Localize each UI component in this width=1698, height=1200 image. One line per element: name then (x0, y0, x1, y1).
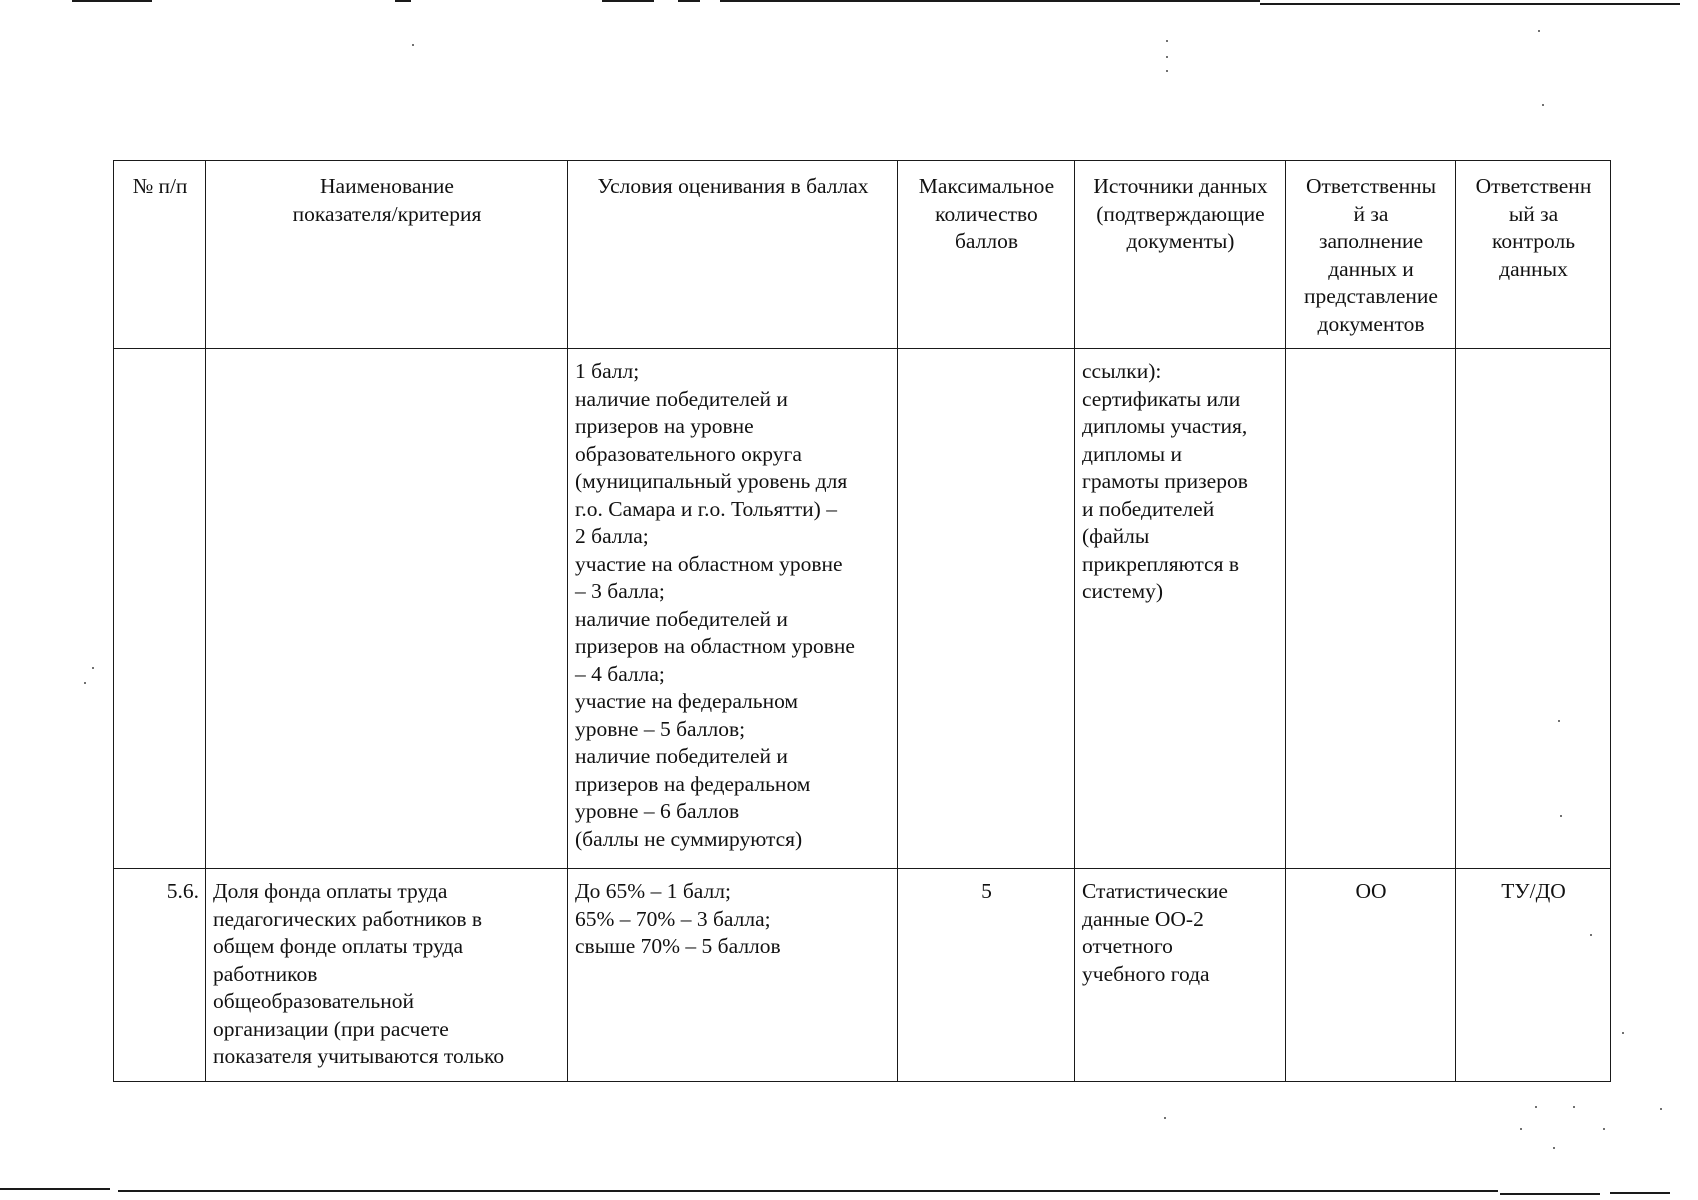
text-line: грамоты призеров (1082, 469, 1248, 493)
header-sources (1075, 161, 1286, 349)
text-line: дипломы и (1082, 441, 1182, 466)
cell-sources (1075, 869, 1286, 1082)
header-line: (подтверждающие (1096, 201, 1265, 226)
header-responsible-control (1456, 161, 1611, 349)
text-line: дипломы участия, (1082, 414, 1248, 438)
header-line: й за (1353, 201, 1389, 226)
cell-number: 5.6. (114, 869, 206, 1082)
scan-edge-top-5 (720, 0, 1260, 2)
text-line: учебного года (1082, 961, 1210, 986)
cell-max-points (898, 349, 1075, 869)
text-line: призеров на федеральном (575, 771, 811, 796)
text-line: работников (213, 961, 318, 986)
header-responsible-fill (1286, 161, 1456, 349)
text-line: свыше 70% – 5 баллов (575, 934, 781, 958)
scan-speck (1538, 30, 1540, 32)
text-line: наличие победителей и (575, 744, 788, 768)
header-line: данных (1499, 256, 1568, 281)
scan-speck (84, 682, 86, 684)
scan-edge-top-2 (395, 0, 411, 2)
text-line: педагогических работников в (213, 906, 483, 931)
cell-sources (1075, 349, 1286, 869)
cell-number (114, 349, 206, 869)
header-line: контроль (1491, 229, 1576, 253)
scan-edge-top-3 (602, 0, 654, 2)
text-line: наличие победителей и (575, 386, 788, 411)
cell-conditions (568, 869, 898, 1082)
text-line: общем фонде оплаты труда (213, 934, 464, 958)
header-row (114, 161, 1611, 349)
scan-edge-top-1 (72, 0, 152, 2)
scan-speck (1542, 104, 1544, 106)
scan-speck (1164, 1117, 1166, 1119)
header-line: ый за (1508, 201, 1559, 226)
cell-responsible-control (1456, 349, 1611, 869)
text-line: наличие победителей и (575, 606, 788, 631)
header-max-points (898, 161, 1075, 349)
header-line: Условия оценивания в баллах (597, 174, 869, 198)
cell-responsible-control: ТУ/ДО (1456, 869, 1611, 1082)
text-line: показателя учитываются только (213, 1044, 505, 1068)
header-number (114, 161, 206, 349)
text-line: (файлы (1082, 524, 1150, 548)
text-line: (баллы не суммируются) (575, 826, 803, 851)
table-row-continuation (114, 349, 1611, 869)
header-line: количество (935, 201, 1038, 226)
header-number-label: № п/п (132, 174, 188, 198)
text-line: 1 балл; (575, 359, 640, 383)
header-line: баллов (954, 229, 1019, 253)
header-line: заполнение (1318, 229, 1424, 253)
scan-speck (1520, 1128, 1522, 1130)
scan-speck (1553, 1147, 1555, 1149)
cell-name (206, 869, 568, 1082)
text-line: данные ОО-2 (1082, 906, 1204, 931)
scan-edge-top-6 (1260, 3, 1680, 5)
text-line: – 3 балла; (575, 579, 665, 603)
criteria-table (113, 160, 1611, 1082)
text-line: Статистические (1082, 879, 1228, 903)
scan-edge-bottom-1 (0, 1188, 110, 1190)
text-line: 65% – 70% – 3 балла; (575, 906, 771, 931)
header-line: Ответственн (1475, 174, 1592, 198)
text-line: организации (при расчете (213, 1016, 449, 1041)
text-line: До 65% – 1 балл; (575, 879, 731, 903)
header-line: представление (1304, 284, 1438, 308)
text-line: общеобразовательной (213, 989, 414, 1013)
text-line: отчетного (1082, 934, 1173, 958)
scan-speck (1166, 40, 1168, 42)
scan-speck (412, 44, 414, 46)
text-line: уровне – 5 баллов; (575, 716, 746, 741)
text-line: г.о. Самара и г.о. Тольятти) – (575, 496, 837, 521)
scan-edge-top-4 (678, 0, 700, 2)
text-line: ссылки): (1082, 359, 1162, 383)
text-line: призеров на областном уровне (575, 634, 855, 658)
text-line: – 4 балла; (575, 661, 665, 686)
scan-edge-bottom-4 (1610, 1192, 1670, 1194)
table-row-5-6 (114, 869, 1611, 1082)
text-line: уровне – 6 баллов (575, 799, 740, 823)
text-line: (муниципальный уровень для (575, 469, 848, 493)
header-line: Максимальное (918, 174, 1055, 198)
text-line: Доля фонда оплаты труда (213, 879, 448, 903)
text-line: сертификаты или (1082, 386, 1241, 411)
cell-max-points: 5 (898, 869, 1075, 1082)
text-line: и победителей (1082, 496, 1215, 521)
text-line: участие на федеральном (575, 689, 799, 713)
header-conditions (568, 161, 898, 349)
text-line: образовательного округа (575, 441, 802, 466)
scan-speck (1622, 1032, 1624, 1034)
header-line: показателя/критерия (292, 201, 482, 226)
scan-speck (1166, 70, 1168, 72)
text-line: прикрепляются в (1082, 551, 1240, 576)
header-line: документы) (1126, 229, 1235, 253)
header-name (206, 161, 568, 349)
cell-responsible-fill (1286, 349, 1456, 869)
scan-speck (1660, 1108, 1662, 1110)
scan-edge-bottom-3 (1500, 1193, 1600, 1195)
header-line: Ответственны (1305, 174, 1437, 198)
header-line: документов (1317, 311, 1425, 336)
scan-speck (1603, 1128, 1605, 1130)
header-line: Наименование (320, 174, 454, 198)
scan-speck (1166, 56, 1168, 58)
scan-speck (1573, 1106, 1575, 1108)
cell-responsible-fill: ОО (1286, 869, 1456, 1082)
header-line: Источники данных (1093, 174, 1268, 198)
cell-name (206, 349, 568, 869)
text-line: систему) (1082, 579, 1164, 603)
text-line: призеров на уровне (575, 414, 754, 438)
text-line: 2 балла; (575, 524, 649, 548)
cell-conditions (568, 349, 898, 869)
scan-speck (1535, 1106, 1537, 1108)
scan-edge-bottom-2 (118, 1190, 1498, 1192)
scan-speck (92, 667, 94, 669)
header-line: данных и (1328, 256, 1414, 281)
text-line: участие на областном уровне (575, 551, 843, 576)
